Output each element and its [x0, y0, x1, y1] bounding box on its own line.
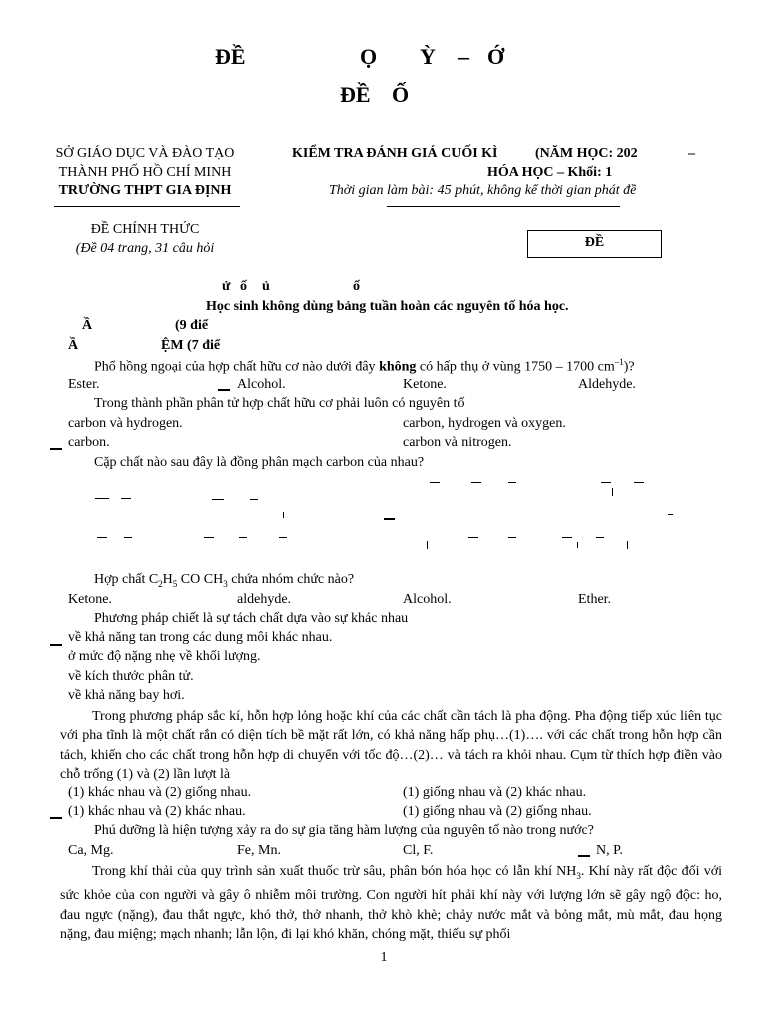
title-word-6: ĐỀ [340, 82, 371, 107]
answer-mark [50, 817, 62, 819]
answer-mark [50, 644, 62, 646]
question-6-option-b[interactable]: (1) giống nhau và (2) khác nhau. [403, 785, 587, 800]
year-dash: – [688, 146, 695, 161]
question-6-option-d[interactable]: (1) giống nhau và (2) giống nhau. [403, 804, 592, 819]
question-5-option-c[interactable]: về kích thước phân tử. [68, 669, 194, 684]
dept-name: SỞ GIÁO DỤC VÀ ĐÀO TẠO [55, 146, 235, 161]
note-fragment: ủ [262, 279, 270, 294]
exam-code-box [527, 230, 662, 258]
question-5-option-a[interactable]: về khả năng tan trong các dung môi khác nhau. [68, 630, 333, 645]
school-year: (NĂM HỌC: 202 [535, 146, 638, 161]
official-label: ĐỀ CHÍNH THỨC [90, 222, 200, 237]
exam-title: KIỂM TRA ĐÁNH GIÁ CUỐI KÌ [292, 146, 498, 161]
divider-left [54, 206, 240, 207]
question-1-option-c[interactable]: Ketone. [403, 377, 447, 392]
question-3-stem: Cặp chất nào sau đây là đồng phân mạch carbon của nhau? [94, 455, 425, 470]
subject: HÓA HỌC – Khối: 1 [487, 165, 613, 180]
question-1-option-a[interactable]: Ester. [68, 377, 100, 392]
title-word-2: Ọ [360, 44, 378, 69]
question-1-option-b[interactable]: Alcohol. [237, 377, 286, 392]
part-b-points: ỆM (7 điể [161, 338, 221, 353]
question-4-option-b[interactable]: aldehyde. [237, 592, 292, 607]
question-4-option-a[interactable]: Ketone. [68, 592, 112, 607]
question-1-option-d[interactable]: Aldehyde. [578, 377, 636, 392]
question-7-option-a[interactable]: Ca, Mg. [68, 843, 114, 858]
title-word-5: Ớ [487, 44, 505, 69]
note-fragment: ố [353, 279, 360, 294]
part-a-fragment: Ầ [82, 318, 93, 333]
answer-mark [578, 855, 590, 857]
question-7-option-b[interactable]: Fe, Mn. [237, 843, 281, 858]
question-7-stem: Phú dưỡng là hiện tượng xảy ra do sự gia tăng hàm lượng của nguyên tố nào trong nước? [94, 823, 594, 838]
title-word-7: Ố [392, 82, 410, 107]
question-2-option-d[interactable]: carbon và nitrogen. [403, 435, 512, 450]
city-name: THÀNH PHỐ HỒ CHÍ MINH [58, 165, 232, 180]
note-fragment: ử [222, 279, 231, 294]
title-word-4: – [458, 44, 469, 69]
question-4-option-d[interactable]: Ether. [578, 592, 612, 607]
question-6-stem: Trong phương pháp sắc kí, hỗn hợp lỏng hoặc khí của các chất cần tách là pha động. Pha động tiếp xúc liên tục với pha tĩnh là một chất rắn có diện tích bề mặt rất lớn, có khả năng hấp phụ…(1)…. với các chất trong hỗn hợp cần tách, khiến cho các chất trong hỗn hợp di chuyển với tốc độ…(2)… và tách ra khỏi nhau. Cụm từ thích hợp điền vào chỗ trống (1) và (2) lần lượt là [60, 709, 722, 783]
question-1-stem: Phổ hồng ngoại của hợp chất hữu cơ nào dưới đây không có hấp thụ ở vùng 1750 – 1700 $cm^{-1}$)? [94, 357, 635, 375]
divider-right [387, 206, 620, 207]
note-fragment: ố [240, 279, 247, 294]
question-8-stem: Trong khí thải của quy trình sản xuất thuốc trừ sâu, phân bón hóa học có lẫn khí $NH_3$. Khí này rất độc đối với sức khỏe của con người và gây ô nhiễm môi trường. Con người hít phải khí này với lượng lớn sẽ gây ngộ độc: ho, đau ngực (nặng), đau thắt ngực, khó thở, thở nhanh, thở khò khè; chảy nước mắt và bỏng mắt, mù mắt, đau họng nặng, đau miệng; mạch nhanh; lẫn lộn, đi lại khó khăn, chóng mặt, thiếu sự phối [60, 864, 722, 943]
question-7-option-d[interactable]: N, P. [596, 843, 623, 858]
notice: Học sinh không dùng bảng tuần hoàn các nguyên tố hóa học. [206, 299, 569, 314]
question-5-stem: Phương pháp chiết là sự tách chất dựa vào sự khác nhau [94, 611, 409, 626]
part-a-points: (9 điể [175, 318, 209, 333]
question-4-option-c[interactable]: Alcohol. [403, 592, 452, 607]
answer-mark [50, 448, 62, 450]
time-limit: Thời gian làm bài: 45 phút, không kể thời gian phát đề [329, 183, 637, 198]
exam-code-label: ĐỀ [584, 235, 605, 250]
page-number: 1 [380, 950, 388, 965]
question-6-option-c[interactable]: (1) khác nhau và (2) khác nhau. [68, 804, 246, 819]
answer-mark [218, 389, 230, 391]
title-word-1: ĐỀ [215, 44, 246, 69]
question-7-option-c[interactable]: Cl, F. [403, 843, 434, 858]
question-2-option-b[interactable]: carbon, hydrogen và oxygen. [403, 416, 566, 431]
question-5-option-b[interactable]: ở mức độ nặng nhẹ về khối lượng. [68, 649, 261, 664]
title-word-3: Ỳ [420, 44, 436, 69]
question-6-option-a[interactable]: (1) khác nhau và (2) giống nhau. [68, 785, 252, 800]
question-4-stem: Hợp chất $C_2H_5$ CO $CH_3$ chứa nhóm chức nào? [94, 572, 355, 589]
question-5-option-d[interactable]: về khả năng bay hơi. [68, 688, 185, 703]
question-2-option-c[interactable]: carbon. [68, 435, 110, 450]
school-name: TRƯỜNG THPT GIA ĐỊNH [58, 183, 232, 198]
question-2-option-a[interactable]: carbon và hydrogen. [68, 416, 183, 431]
part-b-fragment: Ầ [68, 338, 79, 353]
question-2-stem: Trong thành phần phân tử hợp chất hữu cơ phải luôn có nguyên tố [94, 396, 465, 411]
page-count: (Đề 04 trang, 31 câu hỏi [75, 241, 215, 256]
